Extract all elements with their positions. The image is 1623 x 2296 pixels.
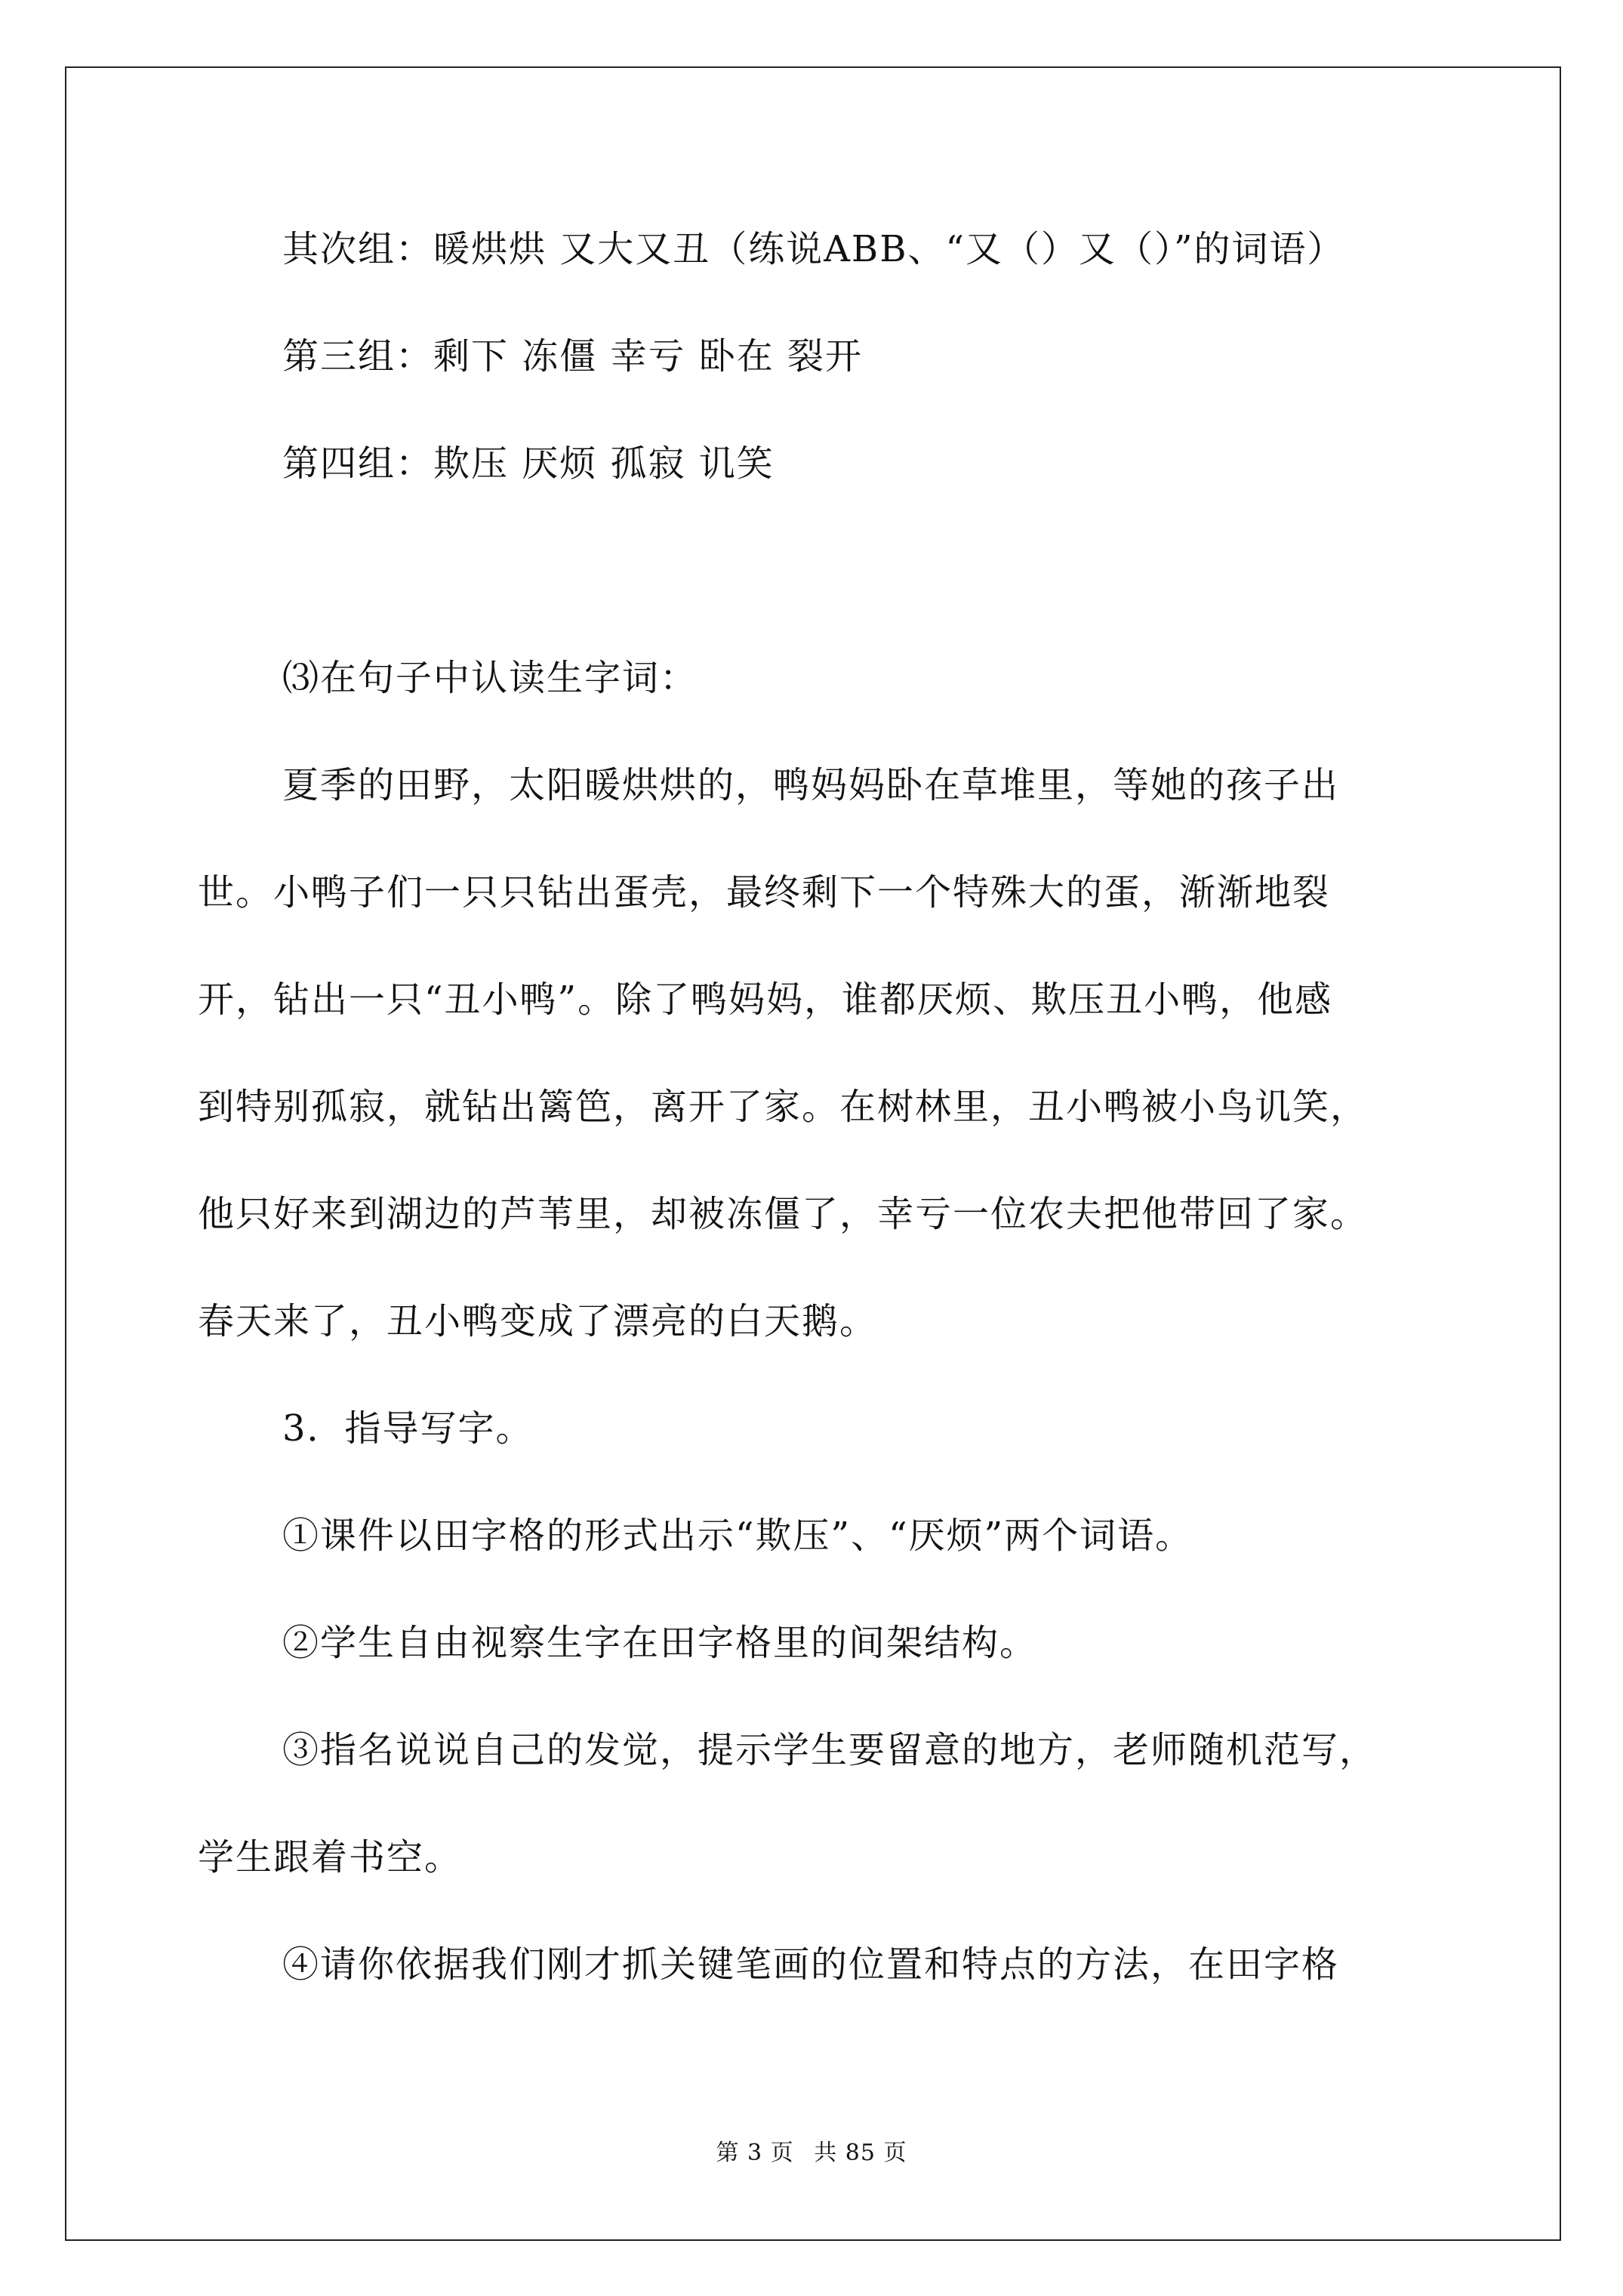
text-line-8: 到特别孤寂，就钻出篱笆，离开了家。在树林里，丑小鸭被小鸟讥笑， xyxy=(198,1086,1369,1128)
text-line-1: 其次组：暖烘烘 又大又丑（练说ABB、“又（）又（）”的词语） xyxy=(282,228,1345,270)
text-line-13: ②学生自由视察生字在田字格里的间架结构。 xyxy=(282,1622,1038,1664)
text-line-3: 第四组：欺压 厌烦 孤寂 讥笑 xyxy=(282,442,775,485)
page-footer xyxy=(0,2138,1623,2168)
text-line-12: ①课件以田字格的形式出示“欺压”、“厌烦”两个词语。 xyxy=(282,1515,1193,1557)
text-line-11: 3．指导写字。 xyxy=(282,1407,534,1450)
text-line-14: ③指名说说自己的发觉，提示学生要留意的地方，老师随机范写， xyxy=(282,1729,1378,1771)
text-line-2: 第三组：剩下 冻僵 幸亏 卧在 裂开 xyxy=(282,335,864,378)
page-border xyxy=(65,66,1561,2241)
text-line-5: 夏季的田野，太阳暖烘烘的，鸭妈妈卧在草堆里，等她的孩子出 xyxy=(282,764,1340,806)
text-line-9: 他只好来到湖边的芦苇里，却被冻僵了，幸亏一位农夫把他带回了家。 xyxy=(198,1193,1369,1235)
text-line-4: ⑶在句子中认读生字词： xyxy=(282,657,698,699)
text-line-10: 春天来了，丑小鸭变成了漂亮的白天鹅。 xyxy=(198,1300,878,1342)
page-number: 第 3 页 xyxy=(716,2140,794,2166)
text-line-7: 开，钻出一只“丑小鸭”。除了鸭妈妈，谁都厌烦、欺压丑小鸭，他感 xyxy=(198,978,1333,1021)
text-line-16: ④请你依据我们刚才抓关键笔画的位置和特点的方法，在田字格 xyxy=(282,1943,1340,1986)
text-line-6: 世。小鸭子们一只只钻出蛋壳，最终剩下一个特殊大的蛋，渐渐地裂 xyxy=(198,871,1331,914)
page-total: 共 85 页 xyxy=(814,2140,907,2166)
text-line-15: 学生跟着书空。 xyxy=(198,1836,463,1878)
